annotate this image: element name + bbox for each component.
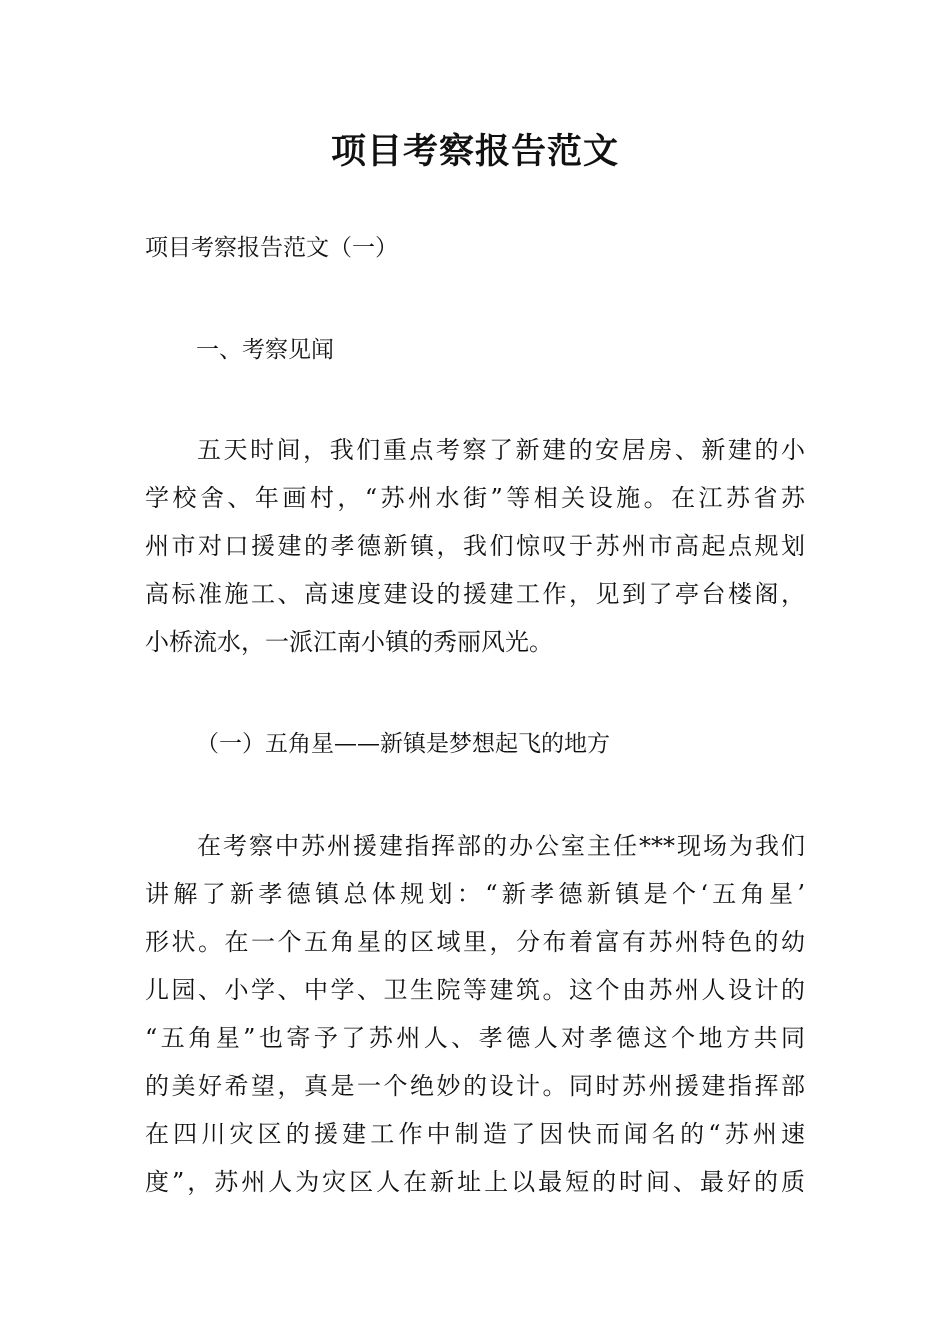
paragraph-line: 儿园、小学、中学、卫生院等建筑。这个由苏州人设计的 [145, 976, 805, 1004]
paragraph-line: 学校舍、年画村，“苏州水街”等相关设施。在江苏省苏 [145, 484, 805, 512]
document-subtitle: 项目考察报告范文（一） [145, 235, 398, 261]
paragraph-line: 在四川灾区的援建工作中制造了因快而闻名的“苏州速 [145, 1120, 805, 1148]
document-title: 项目考察报告范文 [330, 132, 619, 172]
paragraph-line: 的美好希望，真是一个绝妙的设计。同时苏州援建指挥部 [145, 1072, 805, 1100]
paragraph-line: 五天时间，我们重点考察了新建的安居房、新建的小 [197, 436, 805, 464]
paragraph-five-star [145, 822, 815, 1206]
paragraph-line: 小桥流水，一派江南小镇的秀丽风光。 [145, 628, 553, 656]
paragraph-line: 形状。在一个五角星的区域里，分布着富有苏州特色的幼 [145, 928, 805, 956]
section-heading-five-star: （一）五角星——新镇是梦想起飞的地方 [196, 731, 610, 757]
paragraph-line: 高标准施工、高速度建设的援建工作，见到了亭台楼阁， [145, 580, 805, 608]
paragraph-line: 州市对口援建的孝德新镇，我们惊叹于苏州市高起点规划 [145, 532, 805, 560]
section-heading-observations: 一、考察见闻 [196, 337, 334, 363]
paragraph-line: 度”，苏州人为灾区人在新址上以最短的时间、最好的质 [145, 1168, 805, 1196]
paragraph-line: 讲解了新孝德镇总体规划：“新孝德新镇是个‘五角星’ [145, 880, 805, 908]
paragraph-line: “五角星”也寄予了苏州人、孝德人对孝德这个地方共同 [145, 1024, 805, 1052]
paragraph-observations [145, 426, 815, 666]
paragraph-line: 在考察中苏州援建指挥部的办公室主任***现场为我们 [197, 832, 805, 860]
